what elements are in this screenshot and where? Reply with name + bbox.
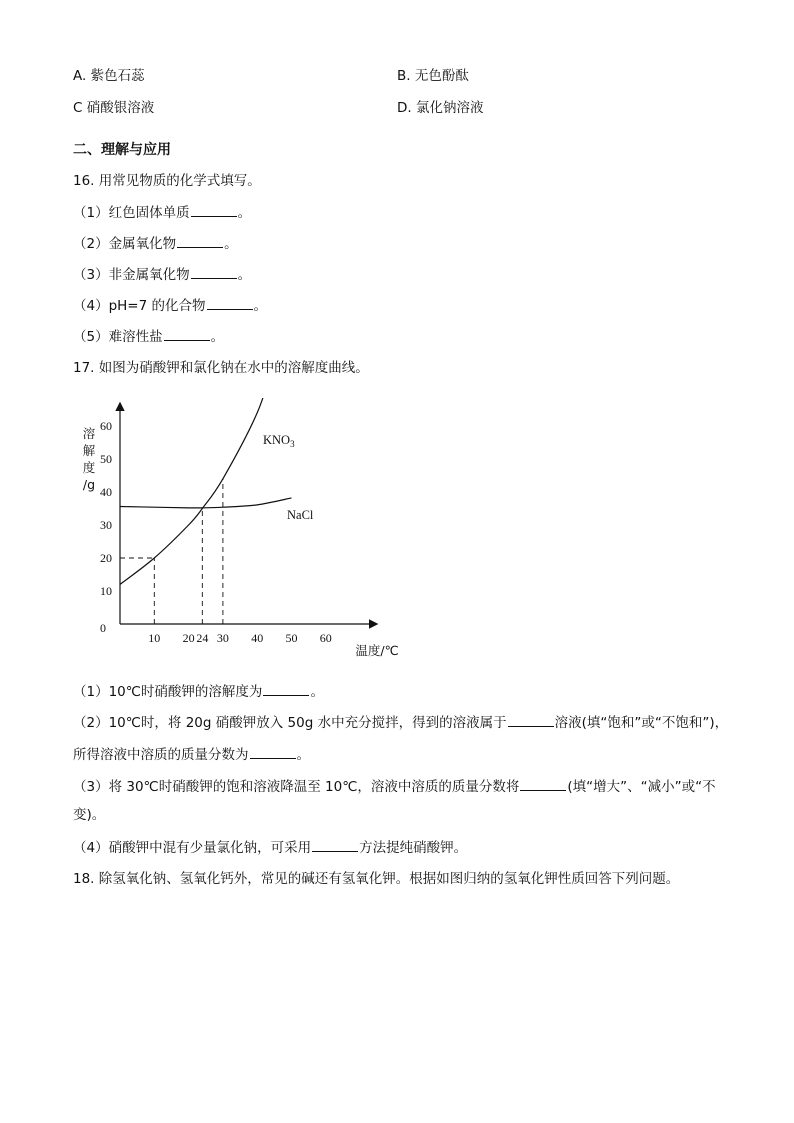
q16-stem: 16. 用常见物质的化学式填写。 (73, 173, 261, 189)
q17-stem: 17. 如图为硝酸钾和氯化钠在水中的溶解度曲线。 (73, 360, 369, 376)
q16-part-5: （5）难溶性盐 。 (73, 329, 225, 345)
x-tick-label: 30 (216, 631, 229, 645)
origin-label: 0 (100, 621, 106, 635)
kno3-label: $KNO_3$ (263, 433, 295, 449)
option-a: A. 紫色石蕊 (73, 68, 145, 84)
y-tick-label: 40 (100, 485, 112, 499)
x-tick-label: 10 (148, 631, 161, 645)
answer-blank[interactable] (508, 713, 554, 727)
x-tick-label: 24 (196, 631, 209, 645)
y-tick-label: 20 (100, 551, 112, 565)
q16-part-3: （3）非金属氧化物 。 (73, 267, 252, 283)
answer-blank[interactable] (191, 203, 237, 217)
answer-blank[interactable] (520, 777, 566, 791)
nacl-curve (120, 498, 292, 508)
x-tick-label: 20 (182, 631, 195, 645)
x-tick-label: 60 (319, 631, 332, 645)
q17-part-3: （3）将 30℃时硝酸钾的饱和溶液降温至 10℃，溶液中溶质的质量分数将 (填“增大”、“减小”或“不 (73, 779, 716, 795)
y-axis-label: /g (82, 477, 96, 492)
option-c: C 硝酸银溶液 (73, 100, 155, 116)
y-tick-label: 60 (100, 419, 112, 433)
answer-blank[interactable] (177, 234, 223, 248)
answer-blank[interactable] (191, 265, 237, 279)
y-tick-label: 30 (100, 518, 112, 532)
option-b: B. 无色酚酞 (397, 68, 469, 84)
answer-blank[interactable] (207, 296, 253, 310)
option-d: D. 氯化钠溶液 (397, 100, 484, 116)
answer-blank[interactable] (164, 327, 210, 341)
q17-part-1: （1）10℃时硝酸钾的溶解度为 。 (73, 684, 324, 700)
q17-part-4: （4）硝酸钾中混有少量氯化钠，可采用 方法提纯硝酸钾。 (73, 840, 468, 856)
solubility-chart (80, 398, 420, 668)
answer-blank[interactable] (263, 682, 309, 696)
q17-part-2-cont: 所得溶液中溶质的质量分数为 。 (73, 747, 310, 763)
kno3-curve (120, 398, 274, 584)
q18-stem: 18. 除氢氧化钠、氢氧化钙外，常见的碱还有氢氧化钾。根据如图归纳的氢氧化钾性质回答下列问题。 (73, 871, 680, 887)
x-axis-label: 温度/℃ (355, 643, 399, 658)
y-axis-label: 溶 (82, 426, 96, 441)
y-axis-label: 度 (82, 460, 96, 475)
y-axis-label: 解 (82, 443, 96, 458)
section-title: 二、理解与应用 (73, 142, 171, 158)
q17-part-2: （2）10℃时，将 20g 硝酸钾放入 50g 水中充分搅拌，得到的溶液属于 溶液(填“饱和”或“不饱和”)， (73, 715, 729, 731)
answer-blank[interactable] (312, 838, 358, 852)
q17-part-3-cont: 变)。 (73, 807, 106, 823)
q16-part-4: （4）pH=7 的化合物 。 (73, 298, 268, 314)
q16-part-2: （2）金属氧化物 。 (73, 236, 238, 252)
x-tick-label: 40 (251, 631, 264, 645)
y-tick-label: 10 (100, 584, 112, 598)
q16-part-1: （1）红色固体单质 。 (73, 205, 252, 221)
x-tick-label: 50 (285, 631, 298, 645)
answer-blank[interactable] (250, 745, 296, 759)
y-tick-label: 50 (100, 452, 112, 466)
nacl-label: NaCl (287, 508, 314, 522)
